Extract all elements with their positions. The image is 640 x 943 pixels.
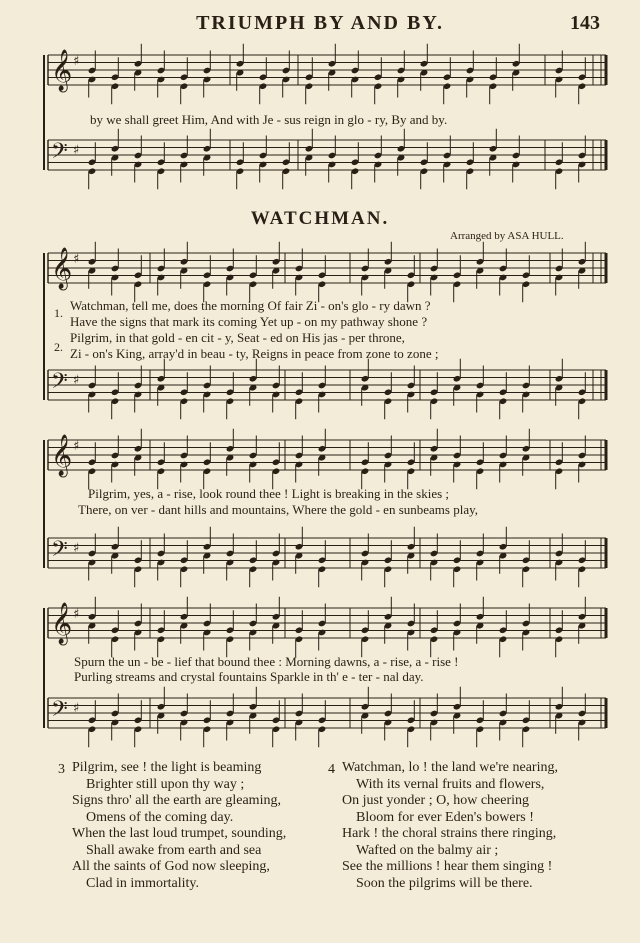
lyric-line: There, on ver - dant hills and mountains, Where the gold - en sunbeams play,	[78, 502, 479, 517]
sharp-sign: ♯	[73, 701, 80, 716]
page-number: 143	[570, 12, 600, 34]
lyric-line: Zi - on's King, array'd in beau - ty, Reigns in peace from zone to zone ;	[70, 346, 439, 361]
lyric-line: Spurn the un - be - lief that bound thee : Morning dawns, a - rise, a - rise !	[74, 654, 459, 669]
bass-clef: 𝄢	[51, 697, 68, 727]
stanza-line: Clad in immortality.	[86, 875, 200, 891]
arranger-credit: Arranged by ASA HULL.	[450, 230, 564, 242]
barlines	[44, 55, 606, 728]
stanza-line: Omens of the coming day.	[86, 809, 234, 825]
staff-lines	[48, 55, 606, 728]
stanza-line: With its vernal fruits and flowers,	[356, 776, 545, 792]
lyric-line: Pilgrim, in that gold - en cit - y, Seat - ed on His jas - per throne,	[70, 330, 405, 345]
hymn-title: WATCHMAN.	[250, 208, 390, 229]
stanza-3	[72, 760, 286, 892]
stanza-line: See the millions ! hear them singing !	[342, 859, 553, 874]
sharp-sign: ♯	[73, 439, 80, 454]
stanza-line: Pilgrim, see ! the light is beaming	[72, 760, 262, 775]
treble-clef: 𝄞	[51, 435, 73, 476]
bass-clef: 𝄢	[51, 537, 68, 567]
notes	[88, 44, 587, 748]
sharp-sign: ♯	[73, 252, 80, 267]
verse-number-2: 2.	[54, 340, 63, 354]
treble-clef: 𝄞	[51, 603, 73, 644]
lyric-line: Have the signs that mark its coming Yet up - on my pathway shone ?	[70, 314, 428, 329]
stanza-line: When the last loud trumpet, sounding,	[72, 826, 287, 841]
stanza-line: Hark ! the choral strains there ringing,	[342, 826, 557, 841]
bass-clef: 𝄢	[51, 139, 68, 169]
lyric-line: Purling streams and crystal fountains Sparkle in th' e - ter - nal day.	[74, 669, 424, 684]
sharp-sign: ♯	[73, 541, 80, 556]
triumph-lyric: by we shall greet Him, And with Je - sus reign in glo - ry, By and by.	[90, 112, 448, 127]
sharp-sign: ♯	[73, 373, 80, 388]
verse-number-1: 1.	[54, 306, 63, 320]
lyric-line: Watchman, tell me, does the morning Of fair Zi - on's glo - ry dawn ?	[70, 298, 431, 313]
stanza-line: Shall awake from earth and sea	[86, 842, 262, 858]
stanza-line: All the saints of God now sleeping,	[72, 859, 270, 874]
stanza-line: Watchman, lo ! the land we're nearing,	[342, 760, 558, 775]
stanza-number: 3	[58, 762, 65, 777]
stanza-line: Brighter still upon thy way ;	[86, 776, 245, 792]
stanza-4	[342, 760, 558, 892]
bass-clef: 𝄢	[51, 369, 68, 399]
stanza-line: Bloom for ever Eden's bowers !	[356, 809, 534, 825]
clefs	[51, 49, 79, 727]
treble-clef: 𝄞	[51, 50, 73, 91]
treble-clef: 𝄞	[51, 248, 73, 289]
sharp-sign: ♯	[73, 143, 80, 158]
lyric-line: Pilgrim, yes, a - rise, look round thee ! Light is breaking in the skies ;	[88, 486, 450, 501]
sharp-sign: ♯	[73, 54, 80, 69]
stanza-line: On just yonder ; O, how cheering	[342, 793, 530, 808]
stanza-line: Wafted on the balmy air ;	[356, 842, 499, 858]
stanza-line: Soon the pilgrims will be there.	[356, 875, 533, 891]
stanza-number: 4	[328, 762, 335, 777]
stanza-line: Signs thro' all the earth are gleaming,	[72, 793, 281, 808]
sharp-sign: ♯	[73, 607, 80, 622]
page-header-title: TRIUMPH BY AND BY.	[196, 12, 444, 34]
